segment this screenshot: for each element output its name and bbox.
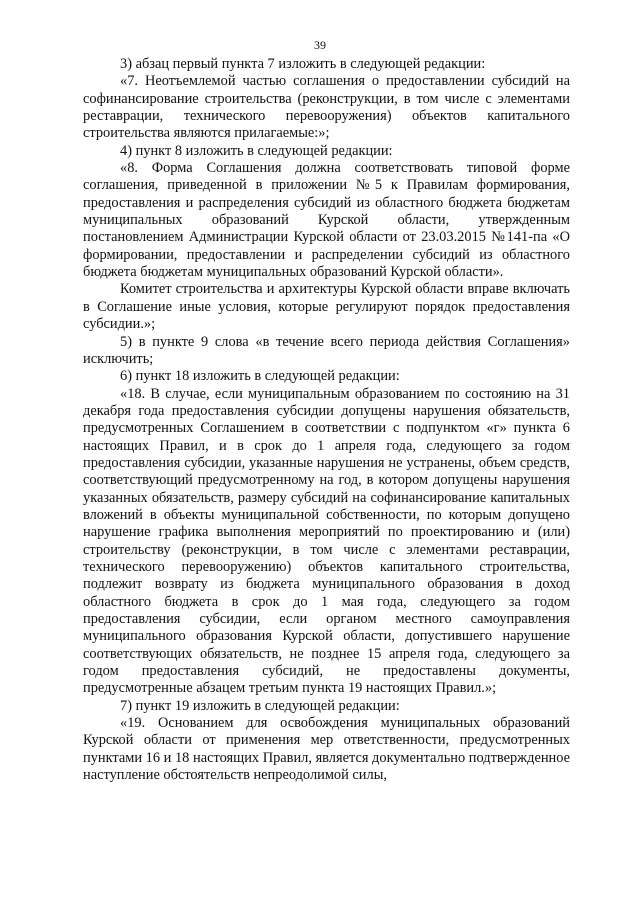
paragraph-clause-8: «8. Форма Соглашения должна соответствовать типовой форме соглашения, приведенной в приложении №5 к Правилам формирования, предоставления и распределения субсидий из областного бюджета бюджетам муниципальных образований Курской области, утвержденным постановлением Администрации Курской области от 23.03.2015 №141-па «О формировании, предоставлении и распределении субсидий из областного бюджета бюджетам муниципальных образований Курской области». [83, 160, 570, 281]
paragraph-clause-19: «19. Основанием для освобождения муниципальных образований Курской области от применения мер ответственности, предусмотренных пунктами 16 и 18 настоящих Правил, является документально подтвержденное наступление обстоятельств непреодолимой силы, [83, 715, 570, 784]
paragraph-clause-18: «18. В случае, если муниципальным образованием по состоянию на 31 декабря года предоставления субсидии допущены нарушения обязательств, предусмотренных Соглашением в соответствии с подпунктом «г» пункта 6 настоящих Правил, и в срок до 1 апреля года, следующего за годом предоставления субсидии, указанные нарушения не устранены, объем средств, соответствующий предусмотренному на год, в котором допущены нарушения указанных обязательств, размеру субсидий на софинансирование капитальных вложений в объекты муниципальной собственности, по которым допущено нарушение графика выполнения мероприятий по проектированию и (или) строительству (реконструкции, в том числе с элементами реставрации, технического перевооружению) объектов капитального строительства, подлежит возврату из бюджета муниципального образования в доход областного бюджета в срок до 1 мая года, следующего за годом предоставления субсидии, если органом местного самоуправления муниципального образования Курской области, допустившего нарушение соответствующих обязательств, не позднее 15 апреля года, следующего за годом предоставления субсидий, не предоставлены документы, предусмотренные абзацем третьим пункта 19 настоящих Правил.»; [83, 385, 570, 697]
page-number: 39 [314, 38, 326, 52]
paragraph-item-6-heading: 6) пункт 18 изложить в следующей редакции: [120, 368, 400, 385]
paragraph-clause-7: «7. Неотъемлемой частью соглашения о предоставлении субсидий на софинансирование строительства (реконструкции, в том числе с элементами реставрации, технического перевооружения) объектов капитального строительства являются прилагаемые:»; [83, 73, 570, 142]
paragraph-item-7-heading: 7) пункт 19 изложить в следующей редакции: [120, 697, 400, 714]
paragraph-item-4-heading: 4) пункт 8 изложить в следующей редакции: [120, 142, 393, 159]
document-body [83, 56, 570, 784]
paragraph-item-3-heading: 3) абзац первый пункта 7 изложить в следующей редакции: [120, 56, 486, 72]
paragraph-item-5: 5) в пункте 9 слова «в течение всего периода действия Соглашения» исключить; [83, 333, 570, 367]
paragraph-clause-8-continuation: Комитет строительства и архитектуры Курской области вправе включать в Соглашение иные условия, которые регулируют порядок предоставления субсидии.»; [83, 281, 570, 333]
